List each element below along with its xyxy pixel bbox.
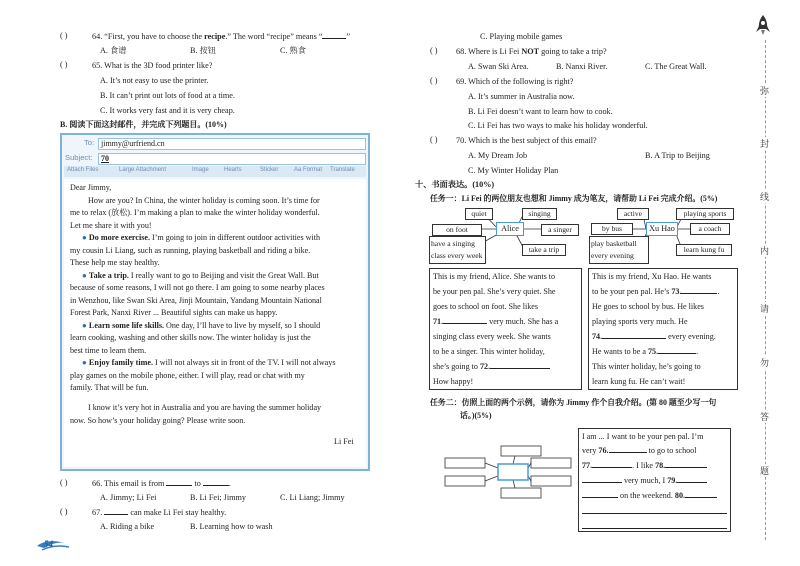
sticker-button[interactable]: Sticker xyxy=(260,167,279,173)
option-a: A. It’s not easy to use the printer. xyxy=(100,76,209,85)
jimmy-writing-box[interactable]: I am ... I want to be your pen pal. I’m very 76. to go to school 77. . I like 78. very much, I 79. on the weekend. 80. xyxy=(578,428,731,532)
section-10-heading: 十、书面表达。(10%) xyxy=(415,180,495,189)
page-number-badge: 54 xyxy=(36,538,70,552)
answer-paren[interactable]: ( ) xyxy=(60,507,68,516)
blank-79[interactable] xyxy=(677,482,707,483)
option-c: C. Li Liang; Jimmy xyxy=(280,493,345,502)
section-b-heading: B. 阅读下面这封邮件，并完成下列题目。(10%) xyxy=(60,120,227,129)
question-stem: 70. Which is the best subject of this email? xyxy=(456,136,597,145)
option-a: A. 食谱 xyxy=(100,46,127,55)
xuhao-node-by-bus: by bus xyxy=(591,223,633,235)
alice-node-singing-class: have a singing class every week xyxy=(429,236,486,264)
alice-node-on-foot: on foot xyxy=(432,224,482,236)
subject-field[interactable]: 70 xyxy=(98,153,366,165)
answer-paren[interactable]: ( ) xyxy=(60,60,68,69)
option-a: A. Swan Ski Area. xyxy=(468,62,529,71)
blank-71[interactable] xyxy=(443,323,487,324)
binding-char: 勿 xyxy=(760,358,770,368)
email-body[interactable]: Dear Jimmy, How are you? In China, the winter holiday is coming soon. It’s time for me to relax (放松). I’m making a plan to make the winter holiday wonderful. Let me share it with you! ● Do more exercise. I’m going to join in different outdoor activities with my cousin Li Liang, such as running, playing basketball and riding a bike. These help me stay healthy. ● Take a trip. I really want to go to Beijing and visit the Great Wall. But because of some reasons, I will not go there. I am going to some nearby places in Wenzhou, like Swan Ski Area, Jinji Mountain, Yandang Mountain National Forest Park, Nanxi River ... Beautiful sights can make us happy. ● Learn some life skills. One day, I’ll have to live by myself, so I should learn cooking, washing and other skills now. The winter holiday is just the best time to learn them. ● Enjoy family time. I will not always sit in front of the TV. I will not always play games on the mobile phone, either. I will play, read or chat with my family. That will be fun. I know it’s very hot in Australia and you are having the summer holiday now. So how’s your holiday going? Please write soon. Li Fei xyxy=(64,179,366,467)
email-toolbar xyxy=(64,166,366,177)
task-2-heading-cont: 话。)(5%) xyxy=(460,411,492,420)
blank-72[interactable] xyxy=(490,368,550,369)
to-label: To: xyxy=(84,138,95,147)
blank-75[interactable] xyxy=(658,353,696,354)
alice-node-singing: singing xyxy=(522,208,557,220)
binding-char: 封 xyxy=(760,139,770,149)
binding-char: 题 xyxy=(760,466,770,476)
rocket-icon xyxy=(755,14,771,36)
writing-line xyxy=(582,528,727,529)
xuhao-passage: This is my friend, Xu Hao. He wants to be your pen pal. He’s 73. . He goes to school by bus. He likes playing sports very much. He 74. every evening. He wants to be a 75. . This winter holiday, he’s going to learn kung fu. He can’t wait! xyxy=(588,268,738,390)
option-a: A. It’s summer in Australia now. xyxy=(468,92,575,101)
alice-node-quiet: quiet xyxy=(465,208,493,220)
answer-paren[interactable]: ( ) xyxy=(60,478,68,487)
question-stem: 65. What is the 3D food printer like? xyxy=(92,61,213,70)
blank-73[interactable] xyxy=(681,293,717,294)
xuhao-node-active: active xyxy=(617,208,649,220)
writing-line xyxy=(582,513,727,514)
blank-78[interactable] xyxy=(665,467,707,468)
option-c: C. My Winter Holiday Plan xyxy=(468,166,559,175)
binding-char: 弥 xyxy=(760,86,770,96)
option-c: C. Li Fei has two ways to make his holiday wonderful. xyxy=(468,121,648,130)
option-a: A. My Dream Job xyxy=(468,151,528,160)
hearts-button[interactable]: Hearts xyxy=(224,167,242,173)
answer-paren[interactable]: ( ) xyxy=(60,31,68,40)
xuhao-node-a-coach: a coach xyxy=(690,223,730,235)
attach-files-button[interactable]: Attach Files xyxy=(67,167,99,173)
binding-char: 线 xyxy=(760,192,770,202)
option-b: B. It can’t print out lots of food at a time. xyxy=(100,91,235,100)
email-window xyxy=(60,133,370,471)
format-button[interactable]: Aa Format xyxy=(294,167,323,173)
alice-center: Alice xyxy=(496,222,524,236)
alice-node-a-singer: a singer xyxy=(541,224,579,236)
option-c: C. 熟食 xyxy=(280,46,306,55)
bullet: ● xyxy=(82,321,87,330)
answer-paren[interactable]: ( ) xyxy=(430,46,438,55)
option-c: C. The Great Wall. xyxy=(645,62,707,71)
task-2-heading: 任务二：仿照上面的两个示例，请你为 Jimmy 作个自我介绍。(第 80 题至少写一句 xyxy=(430,398,717,407)
bullet: ● xyxy=(82,233,87,242)
option-b: B. Learning how to wash xyxy=(190,522,273,531)
to-field[interactable]: jimmy@urfriend.cn xyxy=(98,138,366,150)
q67-option-c: C. Playing mobile games xyxy=(480,32,563,41)
signature: Li Fei xyxy=(334,437,354,446)
option-b: B. Li Fei doesn’t want to learn how to cook. xyxy=(468,107,613,116)
binding-char: 内 xyxy=(760,246,770,256)
bullet: ● xyxy=(82,271,87,280)
large-attachment-button[interactable]: Large Attachment xyxy=(119,167,167,173)
option-b: B. Li Fei; Jimmy xyxy=(190,493,246,502)
binding-char: 答 xyxy=(760,412,770,422)
alice-node-take-a-trip: take a trip xyxy=(522,244,566,256)
swoosh-icon xyxy=(36,538,70,552)
image-button[interactable]: Image xyxy=(192,167,209,173)
answer-paren[interactable]: ( ) xyxy=(430,135,438,144)
blank-77[interactable] xyxy=(592,467,632,468)
option-b: B. Nanxi River. xyxy=(556,62,608,71)
blank-76[interactable] xyxy=(609,452,647,453)
option-b: B. A Trip to Beijing xyxy=(645,151,710,160)
option-a: A. Jimmy; Li Fei xyxy=(100,493,157,502)
bullet: ● xyxy=(82,358,87,367)
xuhao-node-playing-sports: playing sports xyxy=(676,208,734,220)
translate-button[interactable]: Translate xyxy=(330,167,355,173)
xuhao-node-basketball: play basketball every evening xyxy=(589,236,649,264)
option-b: B. 按钮 xyxy=(190,46,216,55)
xuhao-center: Xu Hao xyxy=(646,222,678,236)
question-stem: 69. Which of the following is right? xyxy=(456,77,574,86)
blank-74[interactable] xyxy=(602,338,666,339)
subject-label: Subject: xyxy=(65,153,93,162)
option-a: A. Riding a bike xyxy=(100,522,155,531)
blank-80[interactable] xyxy=(685,497,717,498)
binding-char: 请 xyxy=(760,304,770,314)
xuhao-node-kung-fu: learn kung fu xyxy=(676,244,732,256)
answer-paren[interactable]: ( ) xyxy=(430,76,438,85)
alice-passage: This is my friend, Alice. She wants to be your pen pal. She’s very quiet. She goes to school on foot. She likes 71. very much. She has a singing class every week. She wants to be a singer. This winter holiday, she’s going to 72. How happy! xyxy=(429,268,582,390)
jimmy-mind-map xyxy=(443,444,573,500)
option-c: C. It works very fast and it is very cheap. xyxy=(100,106,235,115)
task-1-heading: 任务一：Li Fei 的两位朋友也想和 Jimmy 成为笔友，请帮助 Li Fei 完成介绍。(5%) xyxy=(430,194,718,203)
